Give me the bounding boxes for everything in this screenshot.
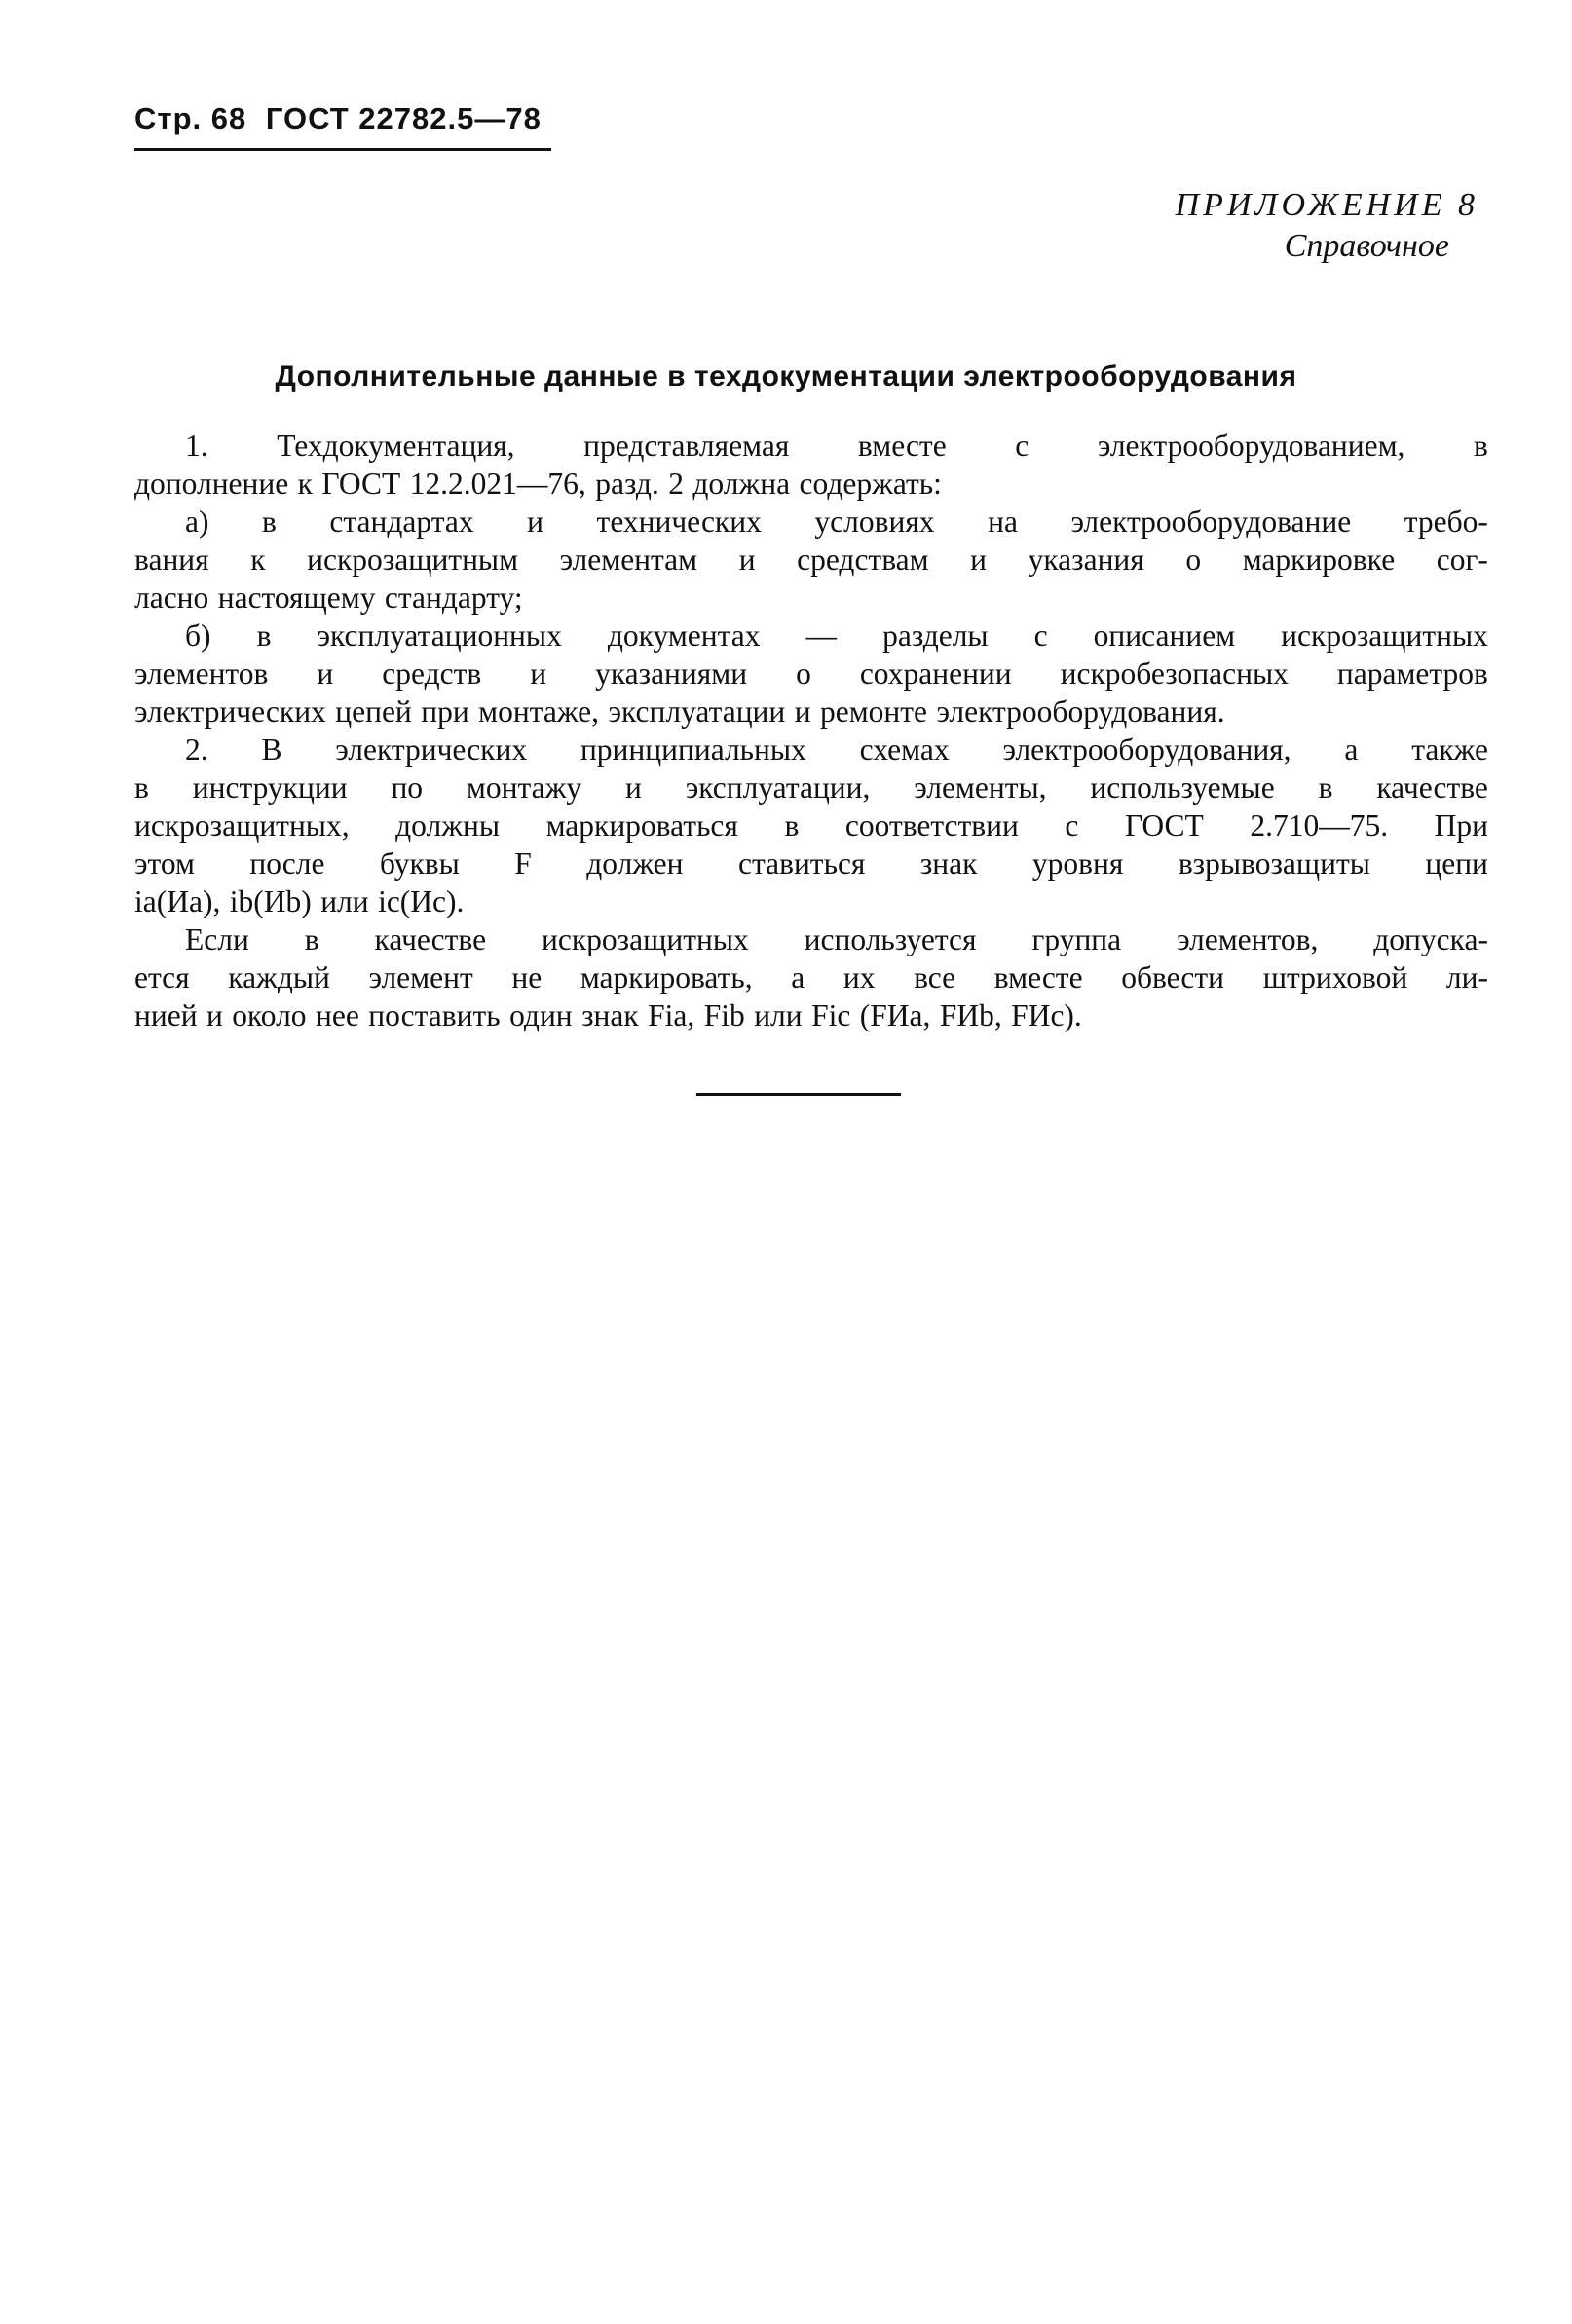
body-word: разделы: [882, 618, 989, 653]
body-word: с: [1033, 618, 1048, 653]
body-word: в: [256, 618, 272, 653]
body-word: электрических: [335, 732, 528, 767]
body-word: после: [249, 846, 325, 881]
body-word: около: [232, 998, 307, 1032]
body-line: [134, 655, 1488, 693]
body-word: и: [738, 543, 756, 577]
body-word: ГОСТ: [1124, 808, 1204, 843]
body-line: [134, 579, 1488, 617]
body-word: ia(Иа),: [134, 884, 221, 918]
body-word: искрозащитных: [542, 922, 749, 956]
body-word: Если: [185, 922, 249, 956]
body-word: 2.710—75.: [1250, 808, 1389, 843]
body-line: [134, 465, 1488, 503]
body-word: в: [134, 770, 149, 805]
body-word: и: [530, 656, 547, 691]
body-word: в: [1318, 770, 1333, 805]
body-word: качестве: [1376, 770, 1488, 805]
body-word: один: [509, 998, 573, 1032]
body-word: средств: [382, 656, 482, 691]
body-word: штриховой: [1262, 960, 1408, 994]
body-word: В: [261, 732, 282, 767]
body-line: [134, 806, 1488, 844]
body-word: условиях: [814, 505, 935, 539]
body-word: или: [320, 884, 369, 918]
body-word: каждый: [228, 960, 330, 994]
body-word: При: [1434, 808, 1488, 843]
body-word: элементам: [559, 543, 698, 577]
body-line: [134, 958, 1488, 996]
body-word: нее: [316, 998, 359, 1032]
body-word: 1.: [185, 429, 208, 463]
body-word: цепей: [335, 694, 412, 729]
body-word: а: [1344, 732, 1359, 767]
body-word: и: [206, 998, 223, 1032]
body-word: электрооборудования,: [1002, 732, 1291, 767]
body-word: маркировке: [1242, 543, 1396, 577]
body-word: указаниями: [595, 656, 748, 691]
body-word: цепи: [1425, 846, 1488, 881]
body-word: представляемая: [583, 429, 790, 463]
body-word: к: [297, 467, 313, 501]
section-title: Дополнительные данные в техдокументации электрооборудования: [275, 360, 1297, 393]
body-word: параметров: [1336, 656, 1488, 691]
body-word: стандартах: [329, 505, 474, 539]
body-word: эксплуатационных: [317, 618, 562, 653]
body-word: взрывозащиты: [1178, 846, 1370, 881]
body-text: [134, 427, 1488, 1034]
body-word: ставиться: [737, 846, 866, 881]
body-word: 2: [668, 467, 684, 501]
body-word: а): [185, 505, 209, 539]
body-word: элемент: [368, 960, 473, 994]
body-word: эксплуатации,: [685, 770, 871, 805]
body-line: [134, 541, 1488, 579]
body-word: схемах: [859, 732, 950, 767]
appendix-type: Справочное: [1284, 228, 1449, 264]
body-word: описанием: [1093, 618, 1236, 653]
body-line: [134, 920, 1488, 958]
body-word: о: [796, 656, 811, 691]
body-word: маркировать,: [580, 960, 753, 994]
body-word: сохранении: [859, 656, 1012, 691]
body-word: вместе: [857, 429, 947, 463]
body-word: ib(Иb): [229, 884, 312, 918]
body-word: элементы,: [914, 770, 1047, 805]
body-line: [134, 731, 1488, 768]
body-word: используется: [804, 922, 977, 956]
body-word: на: [988, 505, 1018, 539]
body-word: обвести: [1121, 960, 1225, 994]
body-word: 2.: [185, 732, 208, 767]
body-word: вания: [134, 543, 209, 577]
body-word: к: [250, 543, 266, 577]
body-word: инструкции: [192, 770, 348, 805]
body-word: элементов: [134, 656, 269, 691]
body-word: при: [421, 694, 469, 729]
body-word: 12.2.021—76,: [409, 467, 586, 501]
body-word: допуска-: [1373, 922, 1488, 956]
body-word: или: [754, 998, 803, 1032]
body-word: искрозащитным: [307, 543, 519, 577]
body-word: знак: [919, 846, 978, 881]
body-word: настоящему: [217, 581, 376, 615]
body-word: и: [970, 543, 988, 577]
body-word: и: [317, 656, 334, 691]
body-word: электрических: [134, 694, 326, 729]
body-word: б): [185, 618, 211, 653]
body-word: все: [914, 960, 956, 994]
body-line: [134, 617, 1488, 655]
body-word: в: [304, 922, 319, 956]
body-word: этом: [134, 846, 195, 881]
body-word: принципиальных: [580, 732, 806, 767]
body-word: Техдокументация,: [277, 429, 515, 463]
body-word: о: [1185, 543, 1202, 577]
body-word: ic(Иc).: [378, 884, 465, 918]
header-underline: [134, 148, 551, 151]
body-word: содержать:: [799, 467, 942, 501]
appendix-block: [1176, 185, 1478, 267]
body-word: качестве: [374, 922, 487, 956]
body-word: должны: [395, 808, 501, 843]
body-word: по: [391, 770, 424, 805]
body-word: ется: [134, 960, 190, 994]
body-word: электрооборудования.: [936, 694, 1225, 729]
body-word: сог-: [1436, 543, 1488, 577]
body-word: искрозащитных: [1281, 618, 1488, 653]
body-line: [134, 844, 1488, 882]
standard-designation: ГОСТ 22782.5—78: [265, 101, 542, 135]
body-word: искрозащитных,: [134, 808, 350, 843]
body-line: [134, 996, 1488, 1034]
body-word: ласно: [134, 581, 209, 615]
body-word: соответствии: [844, 808, 1019, 843]
body-word: и: [624, 770, 642, 805]
appendix-label: ПРИЛОЖЕНИЕ 8: [1175, 187, 1478, 223]
body-word: средствам: [797, 543, 929, 577]
body-word: используемые: [1090, 770, 1275, 805]
body-word: в: [784, 808, 800, 843]
body-word: их: [842, 960, 876, 994]
body-line: [134, 768, 1488, 806]
page-number: Стр. 68: [134, 101, 247, 135]
body-word: ремонте: [820, 694, 928, 729]
body-word: и: [527, 505, 544, 539]
body-word: элементов,: [1177, 922, 1319, 956]
body-word: с: [1065, 808, 1079, 843]
body-word: буквы: [379, 846, 460, 881]
body-word: документах: [607, 618, 761, 653]
body-word: поставить: [368, 998, 501, 1032]
body-word: —: [805, 618, 838, 653]
body-word: эксплуатации: [608, 694, 786, 729]
end-rule: [696, 1093, 901, 1096]
body-word: монтаже,: [478, 694, 600, 729]
body-line: [134, 882, 1488, 920]
body-word: должна: [692, 467, 791, 501]
body-word: также: [1411, 732, 1488, 767]
body-word: Fia,: [648, 998, 695, 1032]
body-word: технических: [596, 505, 762, 539]
body-word: ли-: [1445, 960, 1488, 994]
body-word: уровня: [1031, 846, 1124, 881]
body-word: FИc).: [1011, 998, 1082, 1032]
body-word: группа: [1031, 922, 1122, 956]
body-word: монтажу: [466, 770, 582, 805]
body-word: стандарту;: [384, 581, 523, 615]
body-word: с: [1015, 429, 1029, 463]
body-word: вместе: [993, 960, 1083, 994]
body-word: указания: [1028, 543, 1144, 577]
body-word: нией: [134, 998, 198, 1032]
body-word: не: [511, 960, 543, 994]
body-word: искробезопасных: [1060, 656, 1289, 691]
body-word: и: [794, 694, 811, 729]
body-word: разд.: [595, 467, 659, 501]
body-line: [134, 693, 1488, 731]
body-word: Fic: [811, 998, 851, 1032]
body-word: электрооборудованием,: [1097, 429, 1405, 463]
body-word: а: [791, 960, 805, 994]
body-word: FИb,: [939, 998, 1002, 1032]
body-word: электрооборудование: [1070, 505, 1352, 539]
body-word: F: [514, 846, 532, 881]
body-word: в: [1474, 429, 1488, 463]
body-word: знак: [581, 998, 639, 1032]
page-header: [134, 101, 542, 136]
body-line: [134, 503, 1488, 541]
body-line: [134, 427, 1488, 465]
body-word: маркироваться: [545, 808, 738, 843]
body-word: Fib: [703, 998, 745, 1032]
body-word: (FИа,: [859, 998, 931, 1032]
body-word: дополнение: [134, 467, 289, 501]
body-word: ГОСТ: [321, 467, 401, 501]
body-word: должен: [586, 846, 684, 881]
body-word: в: [262, 505, 277, 539]
body-word: требо-: [1404, 505, 1488, 539]
